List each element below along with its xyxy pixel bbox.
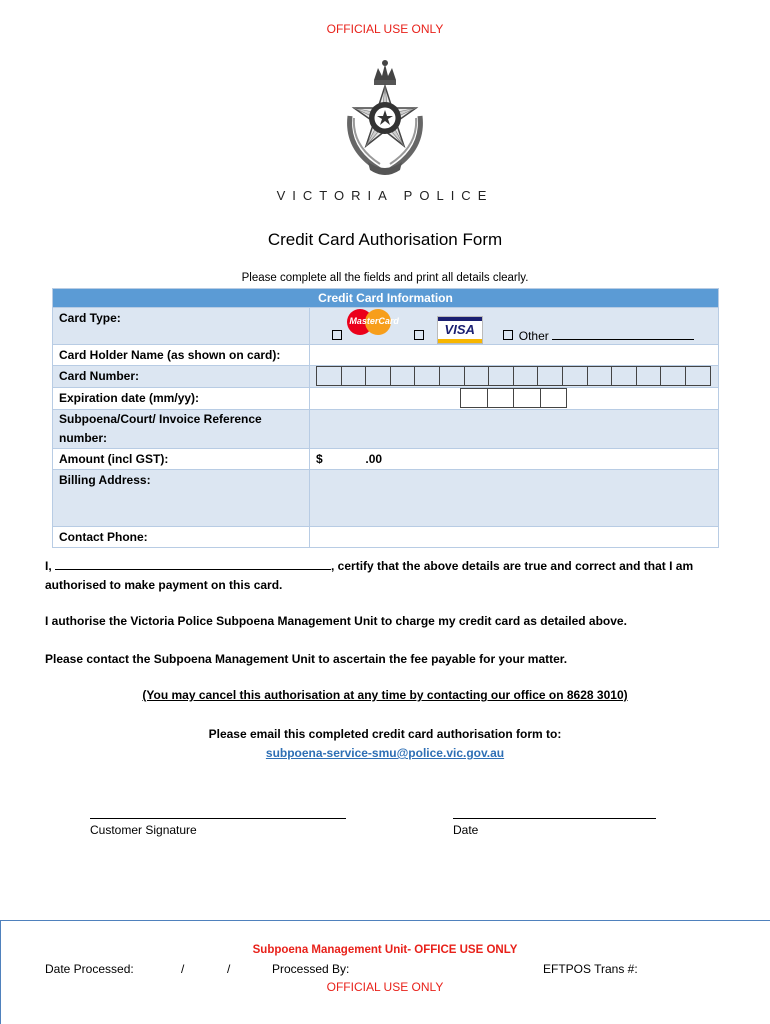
organisation-name: VICTORIA POLICE xyxy=(276,188,494,203)
customer-signature-line[interactable] xyxy=(90,818,346,819)
amount-label: Amount (incl GST): xyxy=(53,449,310,470)
card-holder-name-field[interactable] xyxy=(310,345,719,366)
email-link[interactable]: subpoena-service-smu@police.vic.gov.au xyxy=(265,746,505,760)
expiry-digit-box[interactable] xyxy=(460,388,488,408)
billing-address-label: Billing Address: xyxy=(53,470,310,527)
certify-name-input[interactable] xyxy=(55,557,331,570)
form-instructions: Please complete all the fields and print all details clearly. xyxy=(241,272,529,284)
form-title: Credit Card Authorisation Form xyxy=(267,230,503,249)
card-type-options xyxy=(310,308,719,345)
amount-field[interactable] xyxy=(310,449,719,470)
mastercard-checkbox[interactable] xyxy=(332,330,342,340)
official-use-header: OFFICIAL USE ONLY xyxy=(326,22,444,36)
amount-cents: .00 xyxy=(365,452,383,466)
card-number-digit-box[interactable] xyxy=(611,366,637,386)
certify-statement: I, , certify that the above details are true and correct and that I am authorised to make payment on this card. xyxy=(45,559,694,592)
card-number-digit-box[interactable] xyxy=(513,366,539,386)
date-signature-label: Date xyxy=(453,823,479,837)
card-number-digit-box[interactable] xyxy=(365,366,391,386)
processed-by-label: Processed By: xyxy=(272,962,350,976)
email-instruction: Please email this completed credit card authorisation form to: xyxy=(208,727,562,741)
card-number-digit-box[interactable] xyxy=(390,366,416,386)
card-number-digit-box[interactable] xyxy=(439,366,465,386)
card-number-digit-box[interactable] xyxy=(562,366,588,386)
section-header: Credit Card Information xyxy=(53,289,719,308)
card-number-digit-box[interactable] xyxy=(660,366,686,386)
card-type-label: Card Type: xyxy=(53,308,310,345)
date-processed-label: Date Processed: xyxy=(45,962,134,976)
mastercard-logo-icon: MasterCard xyxy=(347,308,393,336)
reference-number-label: Subpoena/Court/ Invoice Reference number: xyxy=(53,410,310,449)
card-number-digit-box[interactable] xyxy=(414,366,440,386)
card-number-digit-box[interactable] xyxy=(464,366,490,386)
date-slash-1: / xyxy=(181,962,185,976)
card-number-digit-box[interactable] xyxy=(488,366,514,386)
other-option-label: Other xyxy=(518,329,549,343)
currency-symbol: $ xyxy=(316,452,323,466)
card-number-label: Card Number: xyxy=(53,366,310,388)
billing-address-field[interactable] xyxy=(310,470,719,527)
card-number-field[interactable] xyxy=(310,366,719,388)
card-number-digit-box[interactable] xyxy=(636,366,662,386)
card-number-digit-box[interactable] xyxy=(316,366,342,386)
expiry-field[interactable] xyxy=(310,388,719,410)
authorise-statement: I authorise the Victoria Police Subpoena Management Unit to charge my credit card as detailed above. xyxy=(45,614,627,628)
credit-card-info-table xyxy=(52,288,719,548)
card-number-digit-box[interactable] xyxy=(685,366,711,386)
date-signature-line[interactable] xyxy=(453,818,656,819)
customer-signature-label: Customer Signature xyxy=(90,823,197,837)
card-number-digit-box[interactable] xyxy=(341,366,367,386)
cancel-note: (You may cancel this authorisation at any time by contacting our office on 8628 3010) xyxy=(142,688,628,702)
other-card-input[interactable] xyxy=(552,327,694,340)
reference-number-field[interactable] xyxy=(310,410,719,449)
card-number-digit-box[interactable] xyxy=(587,366,613,386)
date-slash-2: / xyxy=(227,962,231,976)
victoria-police-crest-logo xyxy=(334,58,436,180)
contact-statement: Please contact the Subpoena Management Unit to ascertain the fee payable for your matter. xyxy=(45,652,568,666)
other-checkbox[interactable] xyxy=(503,330,513,340)
eftpos-trans-label: EFTPOS Trans #: xyxy=(543,962,638,976)
expiry-digit-box[interactable] xyxy=(487,388,515,408)
office-use-title: Subpoena Management Unit- OFFICE USE ONLY xyxy=(252,944,518,956)
expiry-digit-box[interactable] xyxy=(540,388,568,408)
contact-phone-field[interactable] xyxy=(310,527,719,548)
visa-checkbox[interactable] xyxy=(414,330,424,340)
official-use-footer: OFFICIAL USE ONLY xyxy=(326,980,444,994)
card-holder-name-label: Card Holder Name (as shown on card): xyxy=(53,345,310,366)
expiry-label: Expiration date (mm/yy): xyxy=(53,388,310,410)
contact-phone-label: Contact Phone: xyxy=(53,527,310,548)
expiry-digit-box[interactable] xyxy=(513,388,541,408)
card-number-digit-box[interactable] xyxy=(537,366,563,386)
visa-logo-icon: VISA xyxy=(437,316,483,344)
